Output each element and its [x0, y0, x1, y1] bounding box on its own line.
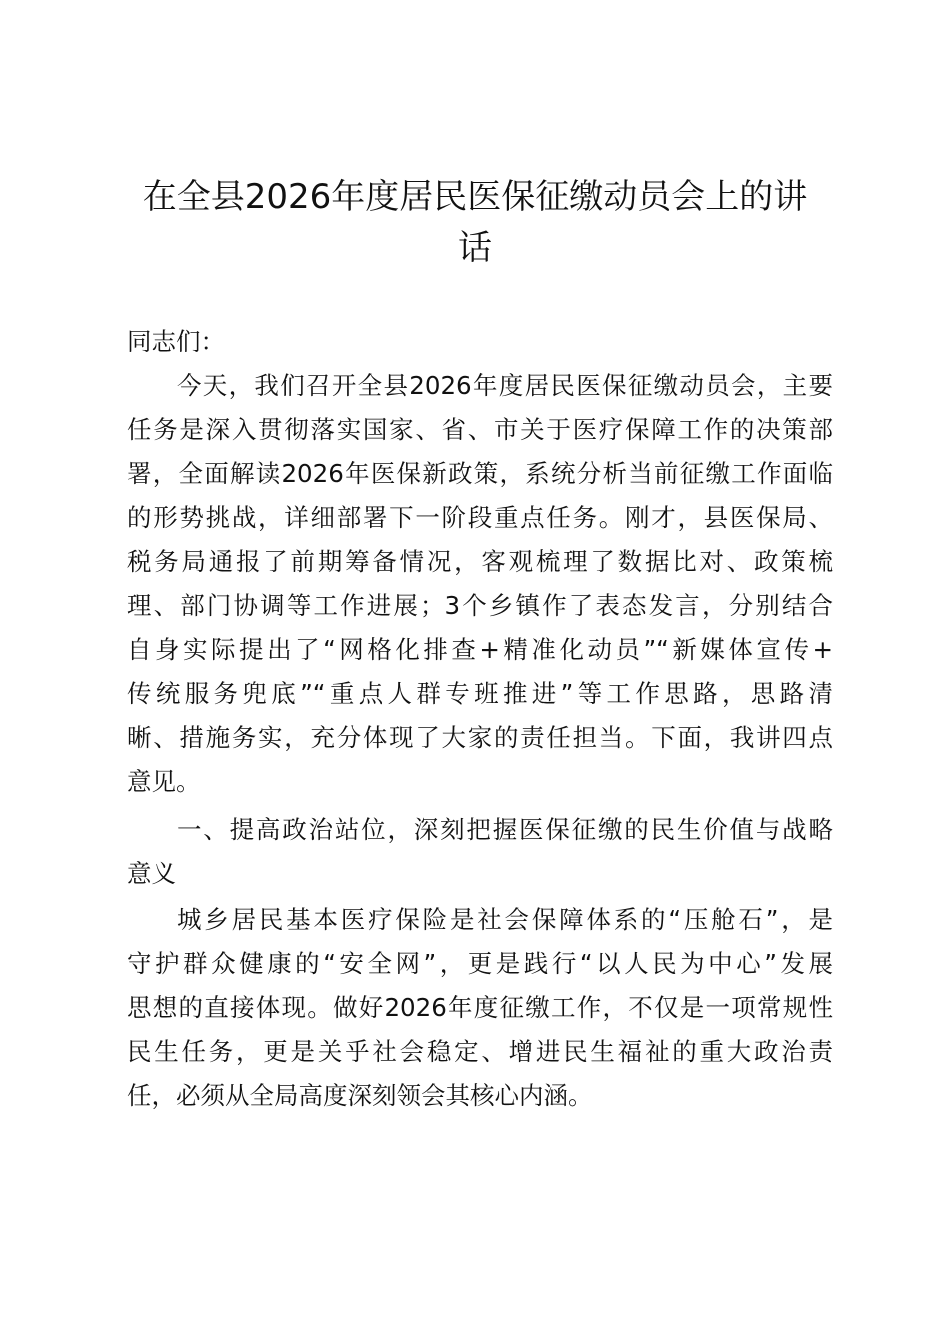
- paragraph-line: 思想的直接体现。做好2026年度征缴工作，不仅是一项常规性: [127, 993, 833, 1022]
- paragraph-line: 的形势挑战，详细部署下一阶段重点任务。刚才，县医保局、: [127, 503, 833, 532]
- paragraph-line: 民生任务，更是关乎社会稳定、增进民生福祉的重大政治责: [127, 1037, 833, 1066]
- paragraph-line: 任，必须从全局高度深刻领会其核心内涵。: [127, 1081, 593, 1110]
- document-title-line-1: 在全县2026年度居民医保征缴动员会上的讲: [142, 177, 808, 217]
- paragraph-line: 晰、措施务实，充分体现了大家的责任担当。下面，我讲四点: [127, 723, 833, 752]
- paragraph-line: 自身实际提出了“网格化排查+精准化动员”“新媒体宣传+: [127, 635, 833, 664]
- paragraph-line: 任务是深入贯彻落实国家、省、市关于医疗保障工作的决策部: [127, 415, 833, 444]
- salutation: 同志们：: [127, 327, 225, 356]
- paragraph-line: 税务局通报了前期筹备情况，客观梳理了数据比对、政策梳: [127, 547, 833, 576]
- paragraph-line: 今天，我们召开全县2026年度居民医保征缴动员会，主要: [177, 371, 833, 400]
- heading-line: 意义: [127, 859, 176, 888]
- paragraph-line: 守护群众健康的“安全网”，更是践行“以人民为中心”发展: [127, 949, 833, 978]
- document-title-line-2: 话: [458, 228, 492, 268]
- paragraph-line: 城乡居民基本医疗保险是社会保障体系的“压舱石”，是: [177, 905, 833, 934]
- heading-line: 一、提高政治站位，深刻把握医保征缴的民生价值与战略: [177, 815, 833, 844]
- paragraph-line: 传统服务兜底”“重点人群专班推进”等工作思路，思路清: [127, 679, 833, 708]
- paragraph-line: 意见。: [127, 767, 201, 796]
- paragraph-line: 理、部门协调等工作进展；3个乡镇作了表态发言，分别结合: [127, 591, 833, 620]
- paragraph-line: 署，全面解读2026年医保新政策，系统分析当前征缴工作面临: [127, 459, 833, 488]
